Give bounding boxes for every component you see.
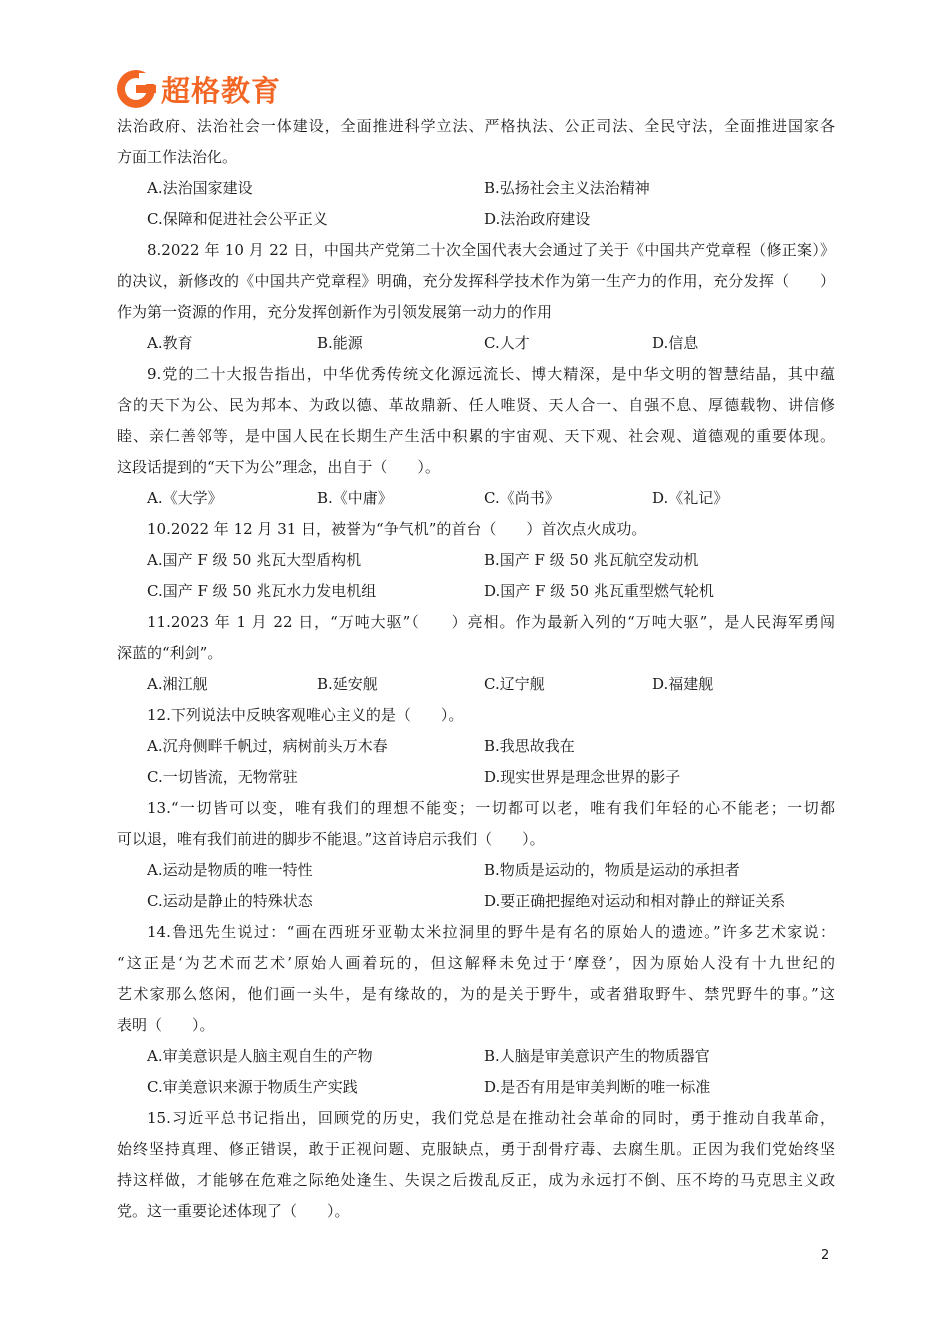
answer-option: B.物质是运动的，物质是运动的承担者 [484, 861, 740, 879]
option-row [117, 669, 835, 700]
brand-name: 超格教育 [161, 73, 282, 108]
answer-option: A.沉舟侧畔千帆过，病树前头万木春 [147, 737, 388, 755]
answer-option: D.国产 F 级 50 兆瓦重型燃气轮机 [484, 582, 714, 600]
question-block [117, 514, 835, 607]
text-line: 14.鲁迅先生说过：“画在西班牙亚勒太米拉洞里的野牛是有名的原始人的遗迹。”许多艺术家说： [147, 923, 835, 941]
question-block [117, 917, 835, 1103]
text-line: 睦、亲仁善邻等，是中国人民在长期生产生活中积累的宇宙观、天下观、社会观、道德观的重要体现。 [117, 427, 835, 445]
answer-option: C.人才 [484, 334, 530, 352]
question-block [117, 359, 835, 514]
text-line: 10.2022 年 12 月 31 日，被誉为“争气机”的首台（ ）首次点火成功。 [147, 520, 647, 538]
option-row [117, 855, 835, 886]
option-row [117, 576, 835, 607]
answer-option: D.是否有用是审美判断的唯一标准 [484, 1078, 711, 1096]
text-line: 的决议，新修改的《中国共产党章程》明确，充分发挥科学技术作为第一生产力的作用，充分发挥（ ） [117, 272, 835, 290]
option-row [117, 173, 835, 204]
text-line: 始终坚持真理、修正错误，敢于正视问题、克服缺点，勇于刮骨疗毒、去腐生肌。正因为我们党始终坚 [117, 1140, 835, 1158]
answer-option: B.能源 [317, 334, 363, 352]
question-block [117, 700, 835, 793]
option-row [117, 483, 835, 514]
answer-option: A.审美意识是人脑主观自生的产物 [147, 1047, 373, 1065]
text-line: 可以退，唯有我们前进的脚步不能退。”这首诗启示我们（ ）。 [117, 830, 545, 848]
question-block [117, 607, 835, 700]
text-line: 含的天下为公、民为邦本、为政以德、革故鼎新、任人唯贤、天人合一、自强不息、厚德载物、讲信修 [117, 396, 835, 414]
option-row [117, 328, 835, 359]
answer-option: D.《礼记》 [652, 489, 729, 507]
answer-option: A.国产 F 级 50 兆瓦大型盾构机 [147, 551, 362, 569]
text-line: “这正是‘为艺术而艺术’原始人画着玩的，但这解释未免过于‘摩登’，因为原始人没有十九世纪的 [117, 954, 835, 972]
answer-option: B.延安舰 [317, 675, 378, 693]
question-block [117, 1103, 835, 1227]
option-row [117, 204, 835, 235]
answer-option: D.信息 [652, 334, 699, 352]
text-line: 法治政府、法治社会一体建设，全面推进科学立法、严格执法、公正司法、全民守法，全面推进国家各 [117, 117, 835, 135]
option-row [117, 1041, 835, 1072]
text-line: 12.下列说法中反映客观唯心主义的是（ ）。 [147, 706, 464, 724]
answer-option: D.福建舰 [652, 675, 714, 693]
text-line: 15.习近平总书记指出，回顾党的历史，我们党总是在推动社会革命的同时，勇于推动自我革命， [147, 1109, 835, 1127]
answer-option: A.运动是物质的唯一特性 [147, 861, 313, 879]
answer-option: B.我思故我在 [484, 737, 575, 755]
option-row [117, 731, 835, 762]
answer-option: D.要正确把握绝对运动和相对静止的辩证关系 [484, 892, 786, 910]
text-line: 深蓝的“利剑”。 [117, 644, 223, 662]
text-line: 党。这一重要论述体现了（ ）。 [117, 1202, 350, 1220]
answer-option: C.审美意识来源于物质生产实践 [147, 1078, 358, 1096]
page-number: 2 [821, 1248, 830, 1263]
text-line: 艺术家那么悠闲，他们画一头牛，是有缘故的，为的是关于野牛，或者猎取野牛、禁咒野牛的事。”这 [117, 985, 835, 1003]
answer-option: B.《中庸》 [317, 489, 393, 507]
answer-option: C.辽宁舰 [484, 675, 545, 693]
option-row [117, 1072, 835, 1103]
question-block [117, 235, 835, 359]
answer-option: B.人脑是审美意识产生的物质器官 [484, 1047, 710, 1065]
question-block [117, 793, 835, 917]
brand-logo-icon [115, 68, 157, 110]
option-row [117, 886, 835, 917]
answer-option: A.湘江舰 [147, 675, 208, 693]
answer-option: D.法治政府建设 [484, 210, 591, 228]
answer-option: A.《大学》 [147, 489, 223, 507]
text-line: 方面工作法治化。 [117, 148, 238, 166]
answer-option: B.弘扬社会主义法治精神 [484, 179, 650, 197]
answer-option: C.《尚书》 [484, 489, 560, 507]
text-line: 13.“一切皆可以变，唯有我们的理想不能变；一切都可以老，唯有我们年轻的心不能老；一切都 [147, 799, 835, 817]
text-line: 表明（ ）。 [117, 1016, 215, 1034]
text-line: 持这样做，才能够在危难之际绝处逢生、失误之后拨乱反正，成为永远打不倒、压不垮的马克思主义政 [117, 1171, 835, 1189]
text-line: 作为第一资源的作用，充分发挥创新作为引领发展第一动力的作用 [117, 303, 553, 321]
exam-content [117, 111, 835, 1227]
answer-option: A.法治国家建设 [147, 179, 253, 197]
option-row [117, 762, 835, 793]
brand-logo [115, 67, 281, 111]
answer-option: C.运动是静止的特殊状态 [147, 892, 313, 910]
answer-option: C.国产 F 级 50 兆瓦水力发电机组 [147, 582, 377, 600]
text-line: 9.党的二十大报告指出，中华优秀传统文化源远流长、博大精深，是中华文明的智慧结晶，其中蕴 [147, 365, 835, 383]
answer-option: C.保障和促进社会公平正义 [147, 210, 328, 228]
option-row [117, 545, 835, 576]
text-line: 8.2022 年 10 月 22 日，中国共产党第二十次全国代表大会通过了关于《中国共产党章程（修正案）》 [147, 241, 835, 259]
text-line: 11.2023 年 1 月 22 日，“万吨大驱”（ ）亮相。作为最新入列的“万吨大驱”，是人民海军勇闯 [147, 613, 835, 631]
answer-option: C.一切皆流，无物常驻 [147, 768, 298, 786]
text-line: 这段话提到的“天下为公”理念，出自于（ ）。 [117, 458, 440, 476]
answer-option: A.教育 [147, 334, 193, 352]
answer-option: B.国产 F 级 50 兆瓦航空发动机 [484, 551, 699, 569]
answer-option: D.现实世界是理念世界的影子 [484, 768, 681, 786]
